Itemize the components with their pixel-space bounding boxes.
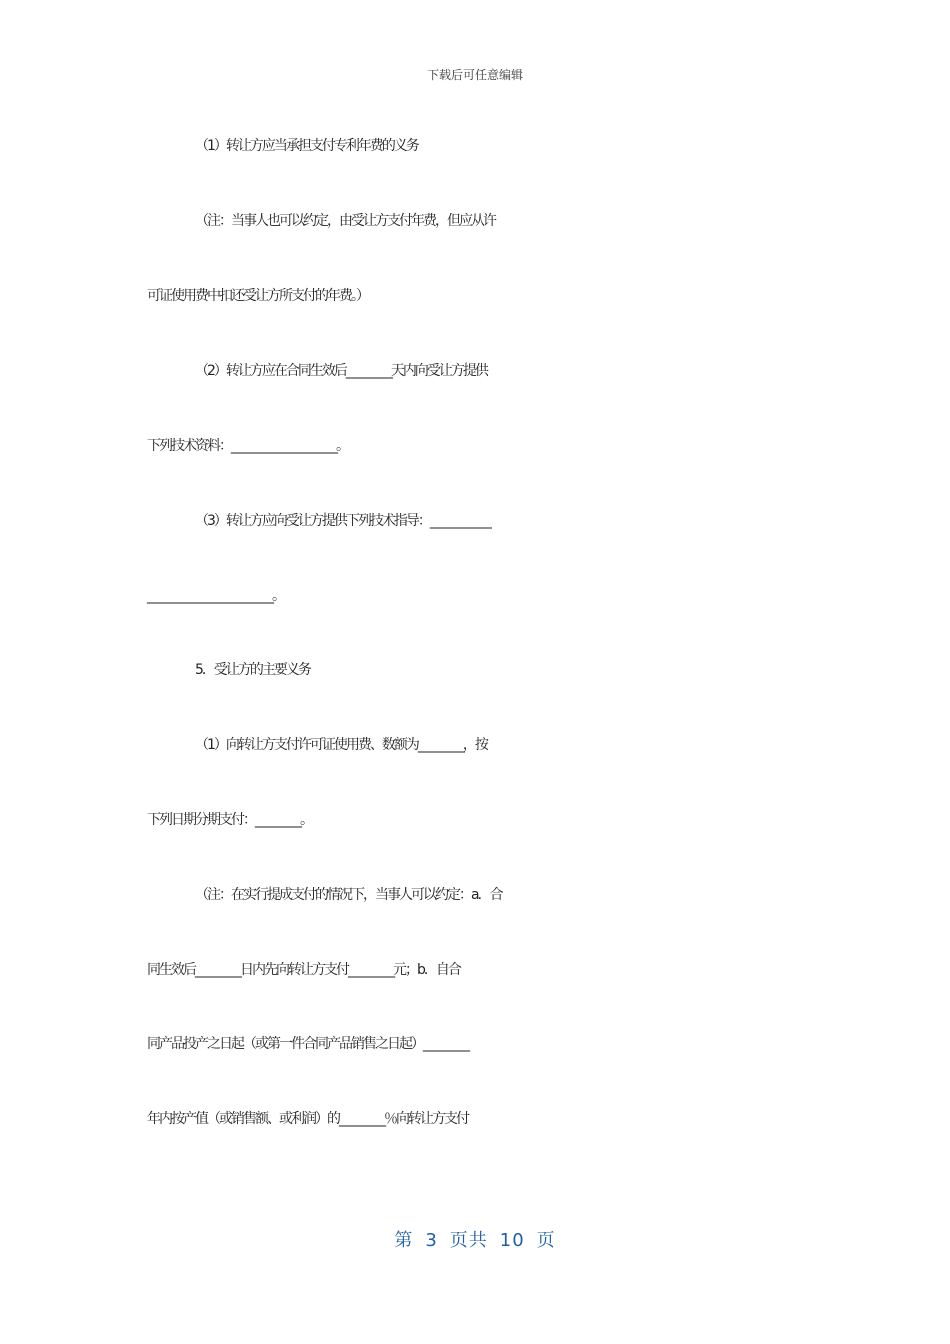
paragraph-line-13: 同产品投产之日起（或第一件合同产品销售之日起）_________ bbox=[147, 1036, 468, 1052]
paragraph-line-11: （注：在实行提成支付的情况下，当事人可以约定：a．合 bbox=[195, 887, 502, 903]
paragraph-line-1: （1）转让方应当承担支付专利年费的义务 bbox=[195, 138, 418, 154]
paragraph-line-7: _________________________。 bbox=[147, 588, 284, 604]
paragraph-line-14: 年内按产值（或销售额、或利润）的_________％向转让方支付 bbox=[147, 1111, 468, 1127]
paragraph-line-10: 下列日期分期支付：_________。 bbox=[147, 812, 312, 828]
page-header: 下载后可任意编辑 bbox=[426, 68, 523, 82]
paragraph-line-2: （注：当事人也可以约定，由受让方支付年费，但应从许 bbox=[195, 213, 495, 229]
footer-suffix: 页 bbox=[536, 1230, 556, 1251]
footer-current-page: 3 bbox=[425, 1230, 438, 1251]
paragraph-line-6: （3）转让方应向受让方提供下列技术指导：____________ bbox=[195, 513, 490, 529]
footer-prefix: 第 bbox=[394, 1230, 414, 1251]
footer-middle: 页共 bbox=[449, 1230, 488, 1251]
page-footer bbox=[0, 1226, 950, 1252]
section-heading-5: 5．受让方的主要义务 bbox=[195, 662, 310, 678]
paragraph-line-9: （1）向转让方支付许可证使用费、数额为_________，按 bbox=[195, 737, 487, 753]
paragraph-line-5: 下列技术资料：_____________________。 bbox=[147, 438, 348, 454]
paragraph-line-4: （2）转让方应在合同生效后_________天内向受让方提供 bbox=[195, 363, 487, 379]
footer-total-pages: 10 bbox=[499, 1230, 525, 1251]
paragraph-line-12: 同生效后_________日内先向转让方支付_________元；b．自合 bbox=[147, 962, 460, 978]
paragraph-line-3: 可证使用费中扣还受让方所支付的年费。） bbox=[147, 288, 368, 304]
